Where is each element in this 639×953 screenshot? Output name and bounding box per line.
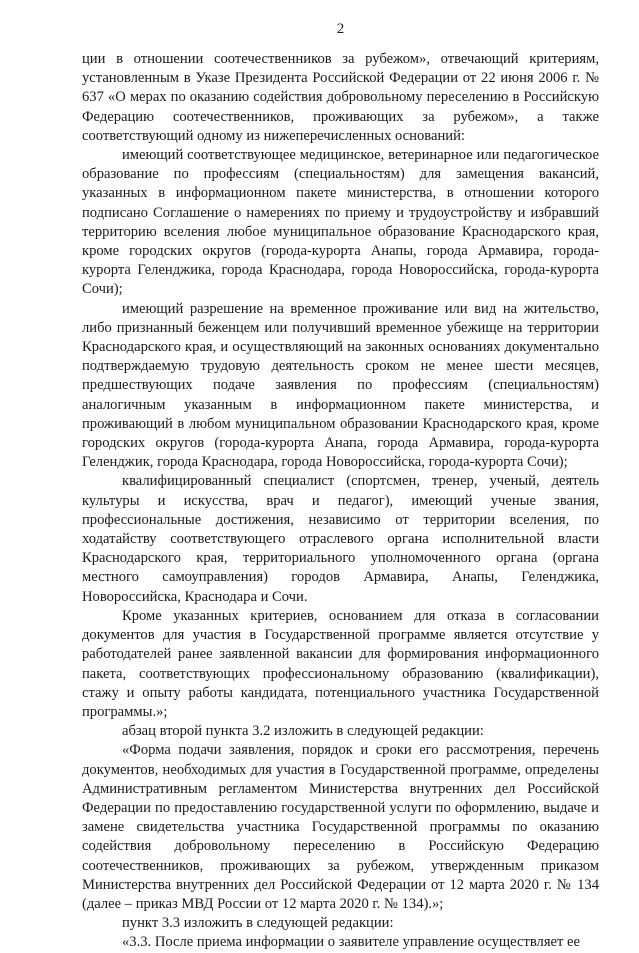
- paragraph-refusal-grounds: Кроме указанных критериев, основанием для отказа в согласовании документов для участия в Государственной программе является отсутствие у работодателей ранее заявленной вакансии для формирования информационного пакета, соответствующих профессиональному образованию (квалификации), стажу и опыту работы кандидата, потенциального участника Государственной программы.»;: [82, 607, 599, 720]
- paragraph-continuation: ции в отношении соотечественников за рубежом», отвечающий критериям, установленным в Указе Президента Российской Федерации от 22 июня 2006 г. № 637 «О мерах по оказанию содействия добровольному переселению в Российскую Федерацию соотечественников, проживающих за рубежом», а также соответствующий одному из нижеперечисленных оснований:: [82, 51, 599, 144]
- page-number: 2: [336, 21, 345, 37]
- paragraph-amend-3-3: пункт 3.3 изложить в следующей редакции:: [122, 915, 394, 932]
- paragraph-3-3-text: «3.3. После приема информации о заявителе управление осуществляет ее: [122, 934, 580, 951]
- paragraph-amend-3-2: абзац второй пункта 3.2 изложить в следующей редакции:: [122, 723, 484, 740]
- paragraph-application-form: «Форма подачи заявления, порядок и сроки его рассмотрения, перечень документов, необходимых для участия в Государственной программе, определены Административным регламентом Министерства внутренних дел Российской Федерации по предоставлению государственной услуги по оформлению, выдаче и замене свидетельства участника Государственной программы по оказанию содействия добровольному переселению в Российскую Федерацию соотечественников, проживающих за рубежом, утвержденным приказом Министерства внутренних дел Российской Федерации от 12 марта 2020 г. № 134 (далее – приказ МВД России от 12 марта 2020 г. № 134).»;: [82, 742, 599, 912]
- paragraph-residence-permit: имеющий разрешение на временное проживание или вид на жительство, либо признанный беженцем или получивший временное убежище на территории Краснодарского края, и осуществляющий на законных основаниях документально подтверждаемую трудовую деятельность сроком не менее шести месяцев, предшествующих подаче заявления по профессиям (специальностям) аналогичным указанным в информационном пакете министерства, и проживающий в любом муниципальном образовании Краснодарского края, кроме городских округов (города-курорта Анапа, города Армавира, города-курорта Геленджик, города Краснодара, города Новороссийска, города-курорта Сочи);: [82, 300, 599, 471]
- paragraph-medical-education: имеющий соответствующее медицинское, ветеринарное или педагогическое образование по профессиям (специальностям) для замещения вакансий, указанных в информационном пакете министерства, в отношении которого подписано Соглашение о намерениях по приему и трудоустройству и избравший территорию вселения любое муниципальное образование Краснодарского края, кроме городских округов (города-курорта Анапы, города Армавира, города-курорта Геленджика, города Краснодара, города Новороссийска, города-курорта Сочи);: [82, 147, 599, 298]
- document-body: [82, 50, 599, 953]
- paragraph-qualified-specialist: квалифицированный специалист (спортсмен, тренер, ученый, деятель культуры и искусства, врач и педагог), имеющий ученые звания, профессиональные достижения, независимо от территории вселения, по ходатайству соответствующего отраслевого органа исполнительной власти Краснодарского края, территориального уполномоченного органа (органа местного самоуправления) городов Армавира, Анапы, Геленджика, Новороссийска, Краснодара и Сочи.: [82, 473, 599, 605]
